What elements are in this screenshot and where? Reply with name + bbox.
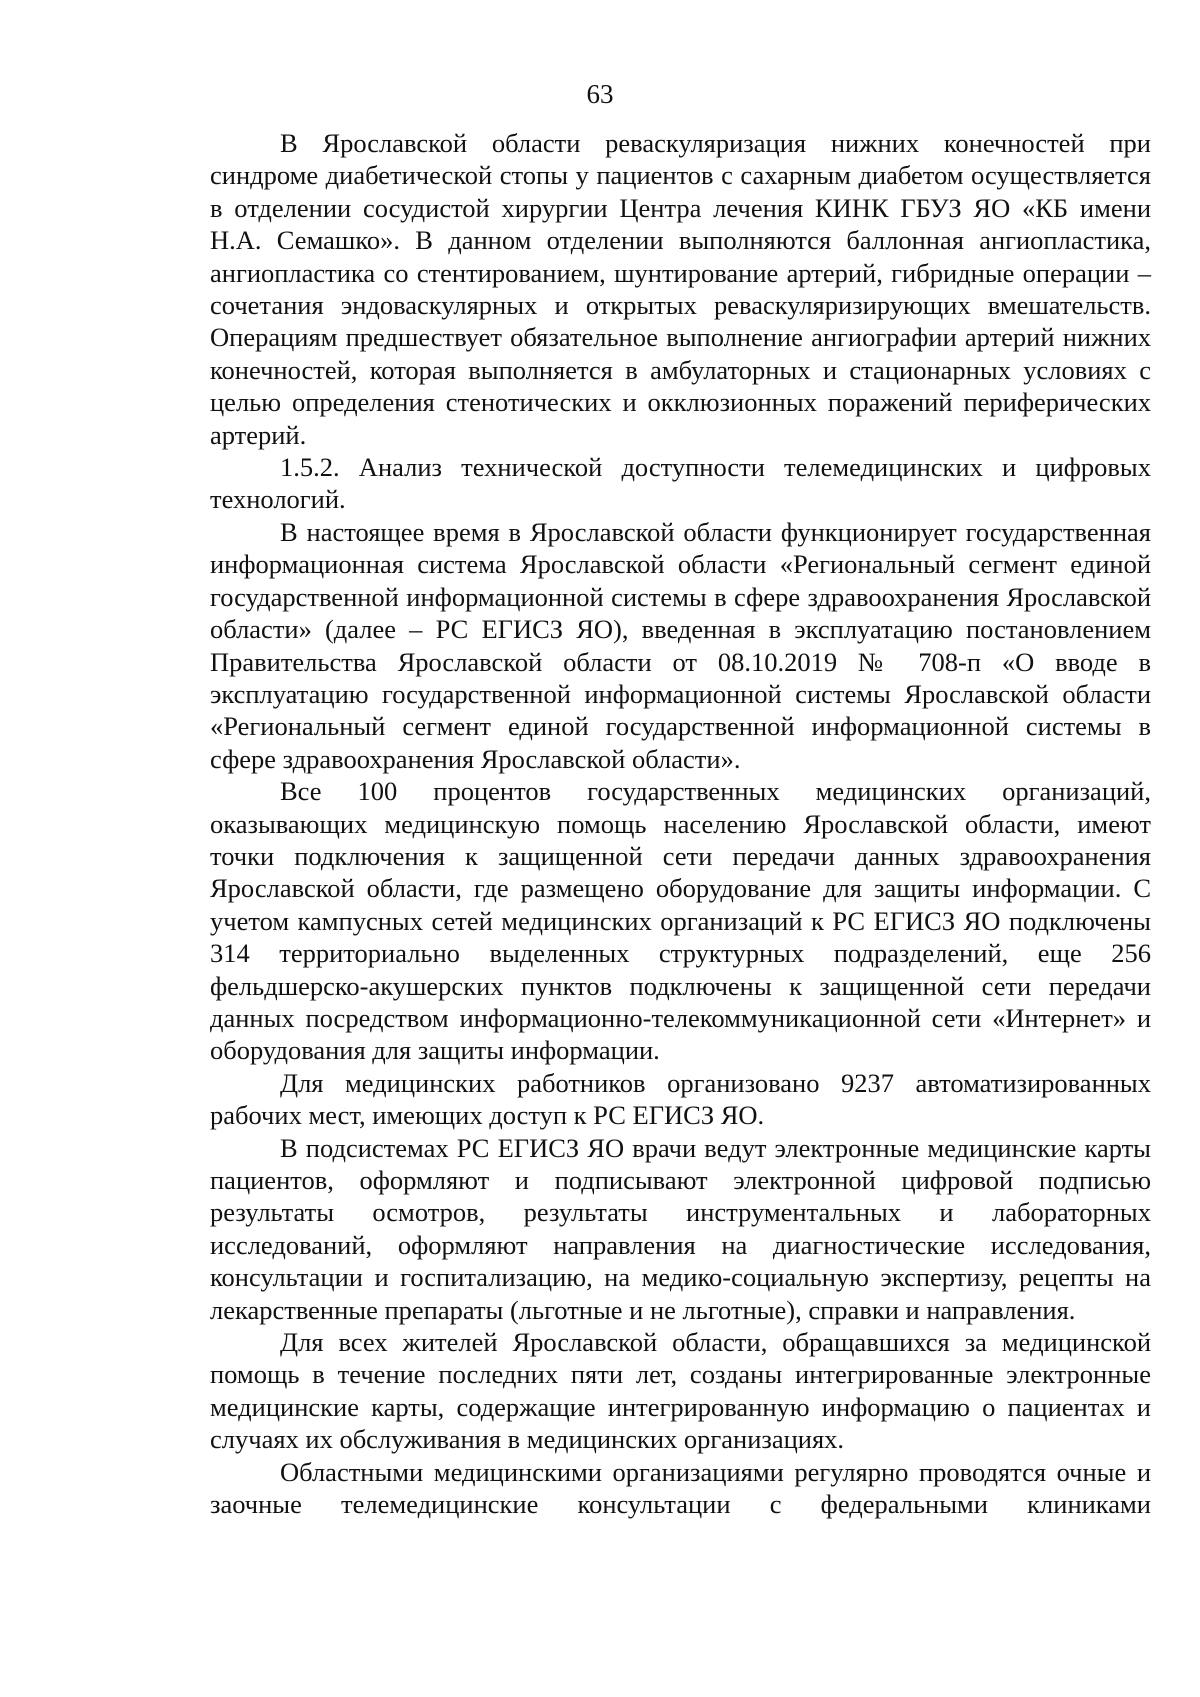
paragraph-information-system: В настоящее время в Ярославской области функционирует государственная информационная система Ярославской области «Региональный сегмент единой государственной информационной системы в сфере здравоохранения Ярославской области» (далее – РС ЕГИСЗ ЯО), введенная в эксплуатацию постановлением Правительства Ярославской области от 08.10.2019 № 708-п «О вводе в эксплуатацию государственной информационной системы Ярославской области «Региональный сегмент единой государственной информационной системы в сфере здравоохранения Ярославской области». [210,516,1151,774]
page-number: 63 [586,79,614,109]
paragraph-subsystems: В подсистемах РС ЕГИСЗ ЯО врачи ведут электронные медицинские карты пациентов, оформляют и подписывают электронной цифровой подписью результаты осмотров, результаты инструментальных и лабораторных исследований, оформляют направления на диагностические исследования, консультации и госпитализацию, на медико-социальную экспертизу, рецепты на лекарственные препараты (льготные и не льготные), справки и направления. [210,1132,1151,1325]
paragraph-medical-records: Для всех жителей Ярославской области, обращавшихся за медицинской помощь в течение последних пяти лет, созданы интегрированные электронные медицинские карты, содержащие интегрированную информацию о пациентах и случаях их обслуживания в медицинских организациях. [210,1327,1151,1455]
paragraph-telemedicine: Областными медицинскими организациями регулярно проводятся очные и заочные телемедицинские консультации с федеральными клиниками [210,1456,1151,1520]
paragraph-network-connection: Все 100 процентов государственных медицинских организаций, оказывающих медицинскую помощь населению Ярославской области, имеют точки подключения к защищенной сети передачи данных здравоохранения Ярославской области, где размещено оборудование для защиты информации. С учетом кампусных сетей медицинских организаций к РС ЕГИСЗ ЯО подключены 314 территориально выделенных структурных подразделений, еще 256 фельдшерско-акушерских пунктов подключены к защищенной сети передачи данных посредством информационно-телекоммуникационной сети «Интернет» и оборудования для защиты информации. [210,776,1151,1066]
document-body [210,127,1151,1520]
paragraph-revascularization: В Ярославской области реваскуляризация нижних конечностей при синдроме диабетической стопы у пациентов с сахарным диабетом осуществляется в отделении сосудистой хирургии Центра лечения КИНК ГБУЗ ЯО «КБ имени Н.А. Семашко». В данном отделении выполняются баллонная ангиопластика, ангиопластика со стентированием, шунтирование артерий, гибридные операции – сочетания эндоваскулярных и открытых реваскуляризирующих вмешательств. Операциям предшествует обязательное выполнение ангиографии артерий нижних конечностей, которая выполняется в амбулаторных и стационарных условиях с целью определения стенотических и окклюзионных поражений периферических артерий. [210,128,1151,450]
paragraph-workstations: Для медицинских работников организовано 9237 автоматизированных рабочих мест, имеющих доступ к РС ЕГИСЗ ЯО. [210,1067,1151,1131]
paragraph-section-heading: 1.5.2. Анализ технической доступности телемедицинских и цифровых технологий. [210,452,1151,515]
